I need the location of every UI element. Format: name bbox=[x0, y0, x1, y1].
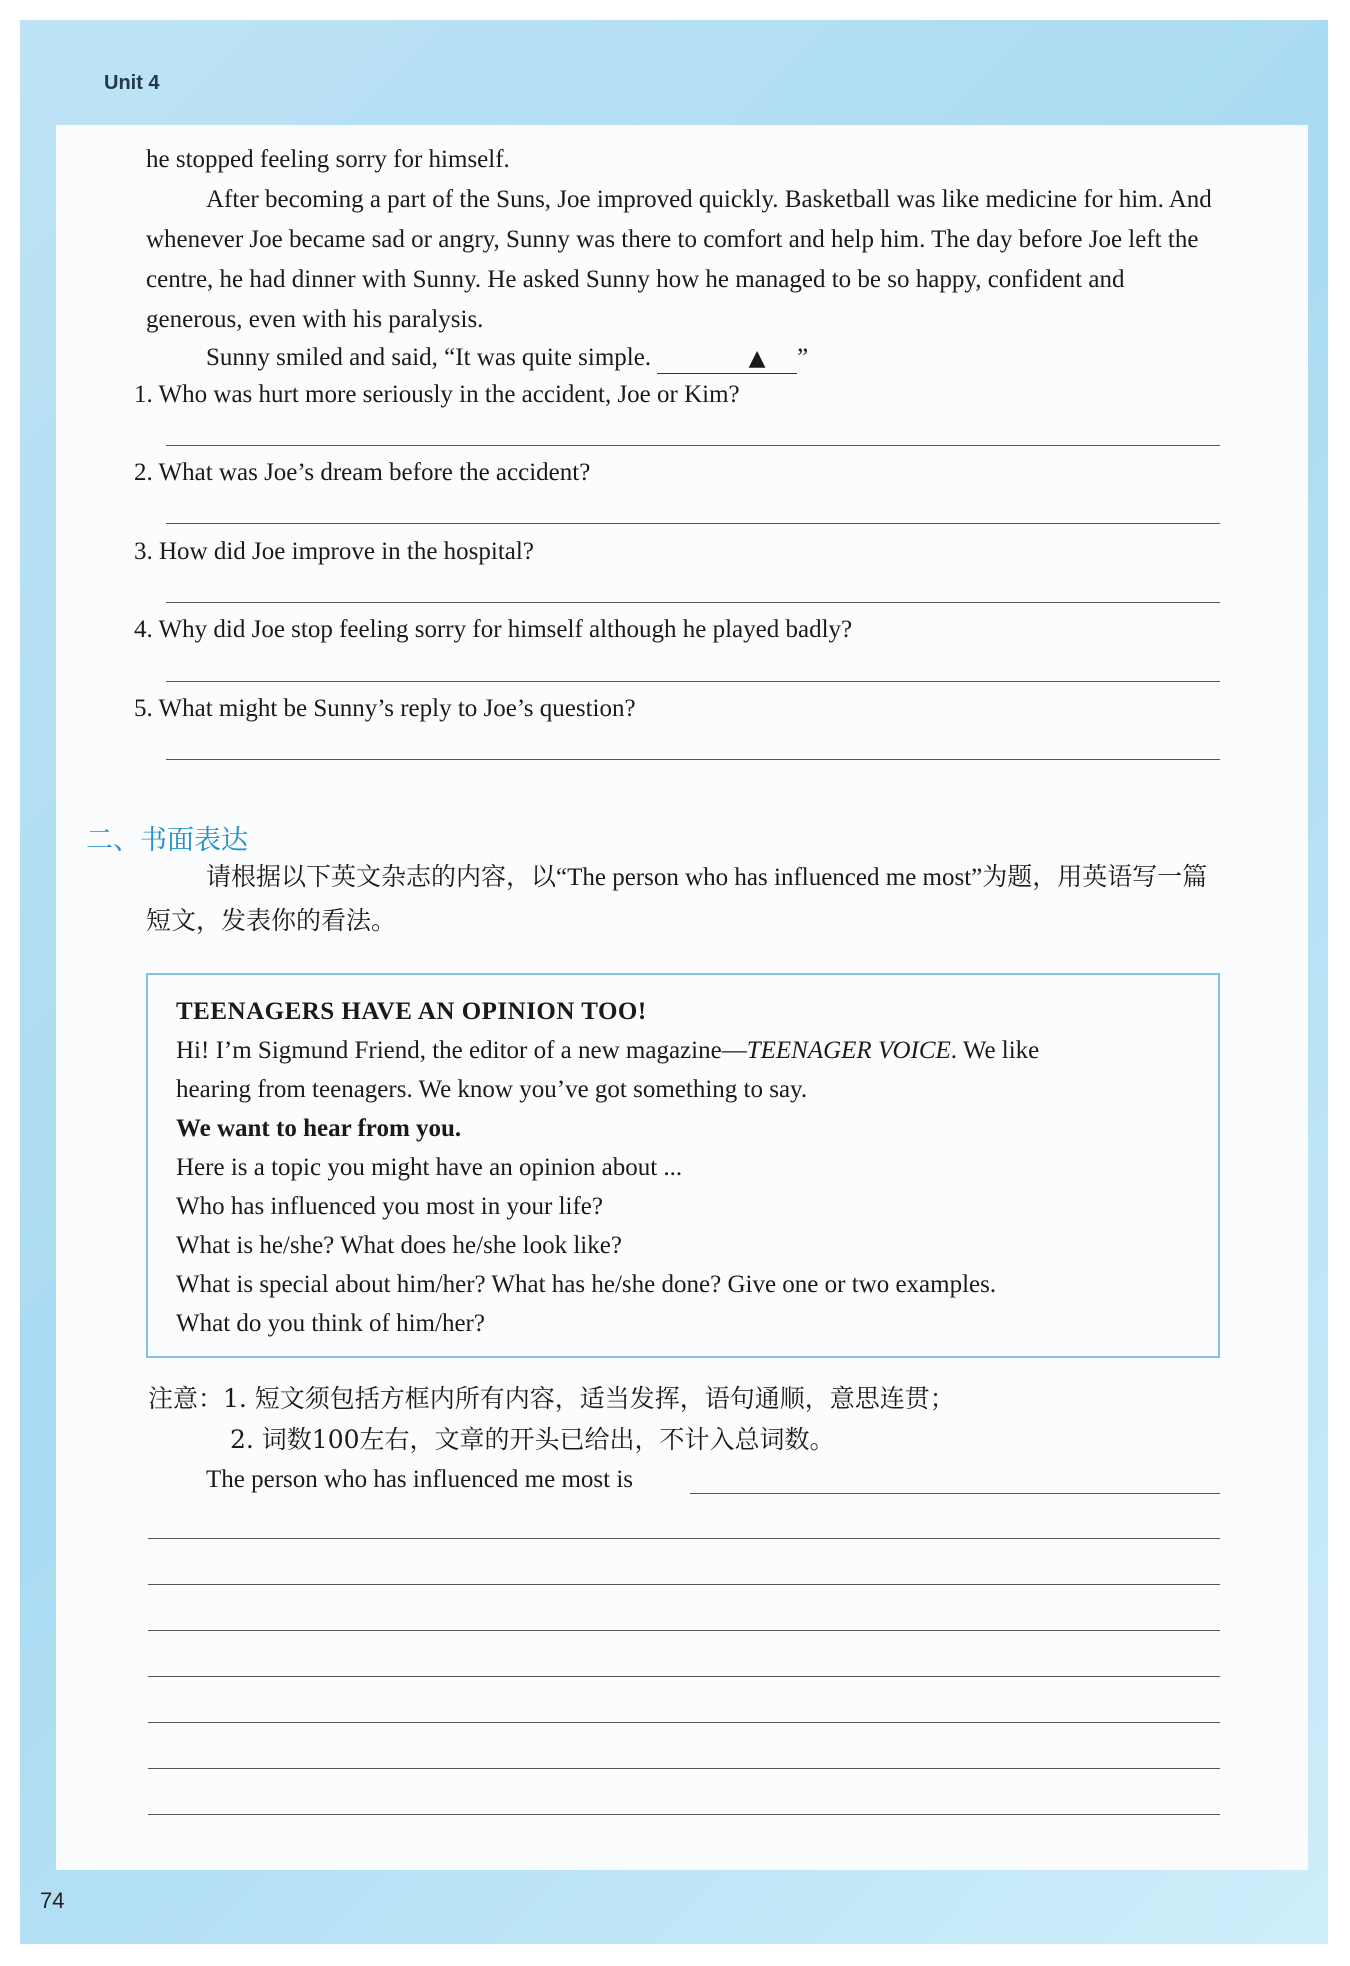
question-1: 1. Who was hurt more seriously in the accident, Joe or Kim? bbox=[134, 381, 740, 408]
magazine-name: TEENAGER VOICE bbox=[746, 1037, 951, 1064]
passage-paragraph-3-text: Sunny smiled and said, “It was quite simple. bbox=[206, 344, 652, 371]
passage-line-1: he stopped feeling sorry for himself. bbox=[146, 146, 510, 173]
page-number: 74 bbox=[40, 1888, 65, 1913]
box-line-3: We want to hear from you. bbox=[176, 1115, 462, 1142]
writing-line-6[interactable] bbox=[148, 1768, 1220, 1769]
box-line-1c: . We like bbox=[950, 1037, 1040, 1064]
box-line-7: What is special about him/her? What has he/she done? Give one or two examples. bbox=[176, 1271, 997, 1298]
passage-paragraph-3 bbox=[146, 338, 1221, 378]
writing-line-4[interactable] bbox=[148, 1676, 1220, 1677]
box-line-1a: Hi! I’m Sigmund Friend, the editor of a new magazine— bbox=[176, 1037, 747, 1064]
box-line-5: Who has influenced you most in your life? bbox=[176, 1193, 603, 1220]
writing-line-1[interactable] bbox=[148, 1538, 1220, 1539]
question-4: 4. Why did Joe stop feeling sorry for himself although he played badly? bbox=[134, 616, 853, 643]
question-2: 2. What was Joe’s dream before the accident? bbox=[134, 459, 591, 486]
answer-line-5[interactable] bbox=[166, 759, 1220, 760]
writing-line-5[interactable] bbox=[148, 1722, 1220, 1723]
box-title: TEENAGERS HAVE AN OPINION TOO! bbox=[176, 998, 647, 1025]
box-line-6: What is he/she? What does he/she look like? bbox=[176, 1232, 622, 1259]
box-line-8: What do you think of him/her? bbox=[176, 1310, 485, 1337]
note-1: 注意：1. 短文须包括方框内所有内容，适当发挥，语句通顺，意思连贯； bbox=[148, 1384, 955, 1413]
box-line-4: Here is a topic you might have an opinion about ... bbox=[176, 1154, 683, 1181]
unit-label: Unit 4 bbox=[104, 72, 160, 94]
answer-blank[interactable] bbox=[657, 344, 797, 374]
answer-line-2[interactable] bbox=[166, 523, 1220, 524]
passage-paragraph-2: After becoming a part of the Suns, Joe improved quickly. Basketball was like medicine for him. And whenever Joe became sad or angry, Sunny was there to comfort and help him. The day before Joe left the centre, he had dinner with Sunny. He asked Sunny how he managed to be so happy, confident and generous, even with his paralysis. bbox=[146, 186, 1212, 333]
triangle-icon: ▲ bbox=[748, 346, 766, 371]
answer-line-1[interactable] bbox=[166, 445, 1220, 446]
writing-instruction: 请根据以下英文杂志的内容，以“The person who has influenced me most”为题，用英语写一篇短文，发表你的看法。 bbox=[146, 864, 1208, 935]
question-5: 5. What might be Sunny’s reply to Joe’s question? bbox=[134, 695, 636, 722]
closing-quote: ” bbox=[797, 344, 809, 371]
box-line-1 bbox=[176, 1036, 1039, 1066]
writing-line-2[interactable] bbox=[148, 1584, 1220, 1585]
writing-line-3[interactable] bbox=[148, 1630, 1220, 1631]
answer-line-4[interactable] bbox=[166, 681, 1220, 682]
note-2: 2. 词数100左右，文章的开头已给出，不计入总词数。 bbox=[230, 1425, 835, 1454]
writing-line-7[interactable] bbox=[148, 1814, 1220, 1815]
magazine-box bbox=[146, 973, 1220, 1358]
box-line-2: hearing from teenagers. We know you’ve got something to say. bbox=[176, 1076, 808, 1103]
question-3: 3. How did Joe improve in the hospital? bbox=[134, 538, 534, 565]
answer-line-3[interactable] bbox=[166, 602, 1220, 603]
opening-line[interactable] bbox=[690, 1493, 1220, 1494]
writing-opening: The person who has influenced me most is bbox=[206, 1466, 633, 1493]
section-heading: 二、书面表达 bbox=[86, 825, 248, 856]
